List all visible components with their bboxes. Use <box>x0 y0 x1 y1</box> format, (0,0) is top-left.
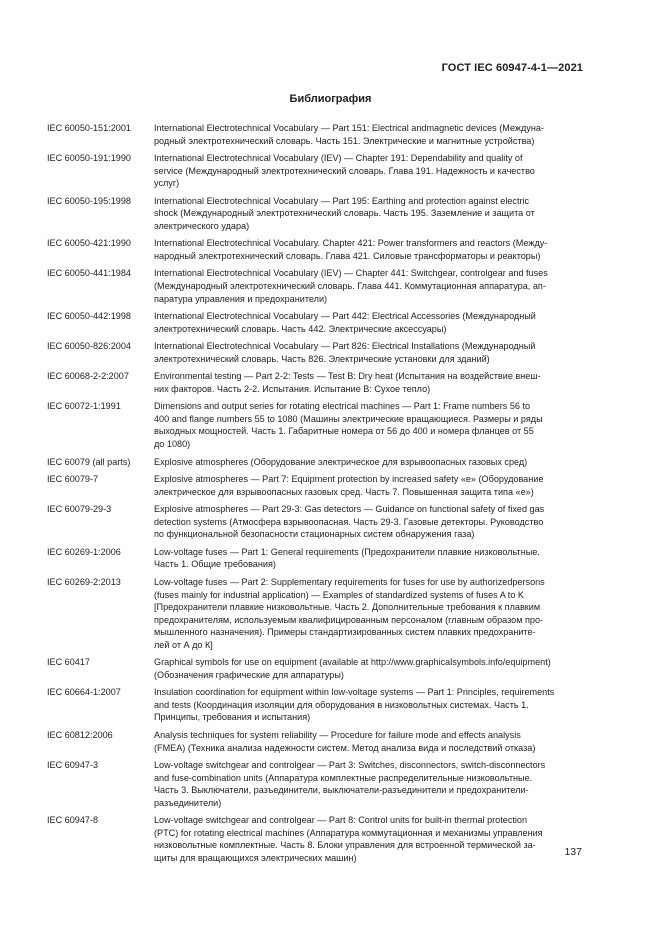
entry-description-line: Low-voltage fuses — Part 2: Supplementary requirements for fuses for use by authorizedpersons <box>154 576 545 587</box>
bibliography-entry <box>47 686 583 724</box>
bibliography-entry <box>47 340 583 365</box>
document-code-header: ГОСТ IEC 60947-4-1—2021 <box>441 62 583 74</box>
entry-standard-code: IEC 60812:2006 <box>47 729 113 740</box>
entry-description-line: Analysis techniques for system reliability — Procedure for failure mode and effects analysis <box>154 729 521 740</box>
entry-standard-code: IEC 60050-195:1998 <box>47 195 131 206</box>
bibliography-entry <box>47 122 583 147</box>
entry-standard-code: IEC 60068-2-2:2007 <box>47 371 129 382</box>
entry-standard-code: IEC 60664-1:2007 <box>47 687 121 698</box>
entry-description-line: International Electrotechnical Vocabulary — Part 826: Electrical Installations (Международный <box>154 341 536 352</box>
entry-standard-code: IEC 60050-441:1984 <box>47 268 131 279</box>
bibliography-entry <box>47 546 583 571</box>
entry-description-line: Часть 1. Общие требования) <box>154 559 276 570</box>
entry-description-line: detection systems (Атмосфера взрывоопасная. Часть 29-3. Газовые детекторы. Руководство <box>154 516 544 527</box>
entry-description-line: Low-voltage switchgear and controlgear — Part 8: Control units for built-in thermal protection <box>154 815 528 826</box>
entry-description <box>154 400 583 450</box>
entry-description <box>154 656 583 681</box>
entry-description <box>154 370 583 395</box>
entry-description-line: родный электротехнический словарь. Часть 151. Электрические и магнитные устройства) <box>154 135 535 146</box>
bibliography-entry <box>47 195 583 233</box>
entry-description-line: услуг) <box>154 178 180 189</box>
bibliography-entry <box>47 400 583 450</box>
entry-description-line: International Electrotechnical Vocabulary. Chapter 421: Power transformers and reactors (Между- <box>154 238 548 249</box>
entry-description-line: Low-voltage switchgear and controlgear — Part 3: Switches, disconnectors, switch-disconnectors <box>154 760 546 771</box>
bibliography-entry <box>47 814 583 864</box>
entry-description-line: них факторов. Часть 2-2. Испытания. Испытание B: Сухое тепло) <box>154 383 431 394</box>
entry-standard-code: IEC 60050-151:2001 <box>47 123 131 133</box>
entry-standard-code: IEC 60079-7 <box>47 474 99 485</box>
entry-description-line: предохранителям, используемым квалифицированным персоналом (главным образом про- <box>154 614 544 625</box>
page-number: 137 <box>564 846 582 858</box>
entry-description-line: электрического удара) <box>154 220 250 231</box>
entry-description-line: Low-voltage fuses — Part 1: General requirements (Предохранители плавкие низковольтные. <box>154 546 540 557</box>
entry-description <box>154 473 583 498</box>
bibliography-entry <box>47 503 583 541</box>
entry-standard-code: IEC 60947-3 <box>47 760 99 771</box>
entry-standard-code: IEC 60050-826:2004 <box>47 341 131 352</box>
entry-description-line: International Electrotechnical Vocabulary (IEV) — Chapter 191: Dependability and quality of <box>154 153 523 164</box>
bibliography-entry <box>47 237 583 262</box>
entry-description-line: and tests (Координация изоляции для оборудования в низковольтных системах. Часть 1. <box>154 699 529 710</box>
entry-standard-code: IEC 60050-191:1990 <box>47 153 131 164</box>
entry-standard-code: IEC 60079-29-3 <box>47 504 112 515</box>
entry-standard-code: IEC 60269-1:2006 <box>47 546 121 557</box>
entry-description-line: Environmental testing — Part 2-2: Tests — Test B: Dry heat (Испытания на воздействие внеш- <box>154 371 541 382</box>
entry-standard-code: IEC 60050-421:1990 <box>47 238 131 249</box>
entry-description-line: [Предохранители плавкие низковольтные. Часть 2. Дополнительные требования к плавким <box>154 602 541 613</box>
bibliography-entry <box>47 759 583 809</box>
entry-description <box>154 267 583 305</box>
entry-description <box>154 729 583 754</box>
entry-description <box>154 122 583 147</box>
entry-description-line: International Electrotechnical Vocabulary — Part 151: Electrical andmagnetic devices (Междуна- <box>154 123 544 133</box>
entry-description-line: Explosive atmospheres — Part 7: Equipment protection by increased safety «e» (Оборудование <box>154 474 544 485</box>
entry-description-line: Explosive atmospheres (Оборудование электрическое для взрывоопасных газовых сред) <box>154 456 528 467</box>
bibliography-entry <box>47 656 583 681</box>
entry-description <box>154 814 583 864</box>
entry-description-line: паратура управления и предохранители) <box>154 293 328 304</box>
entry-description-line: по функциональной безопасности стационарных систем обнаружения газа) <box>154 529 475 540</box>
entry-description <box>154 340 583 365</box>
entry-description <box>154 152 583 190</box>
bibliography-entry <box>47 267 583 305</box>
entry-description-line: электротехнический словарь. Часть 826. Электрические установки для зданий) <box>154 353 490 364</box>
entry-description-line: International Electrotechnical Vocabulary (IEV) — Chapter 441: Switchgear, controlgear and fuses <box>154 268 548 279</box>
entry-description-line: народный электротехнический словарь. Глава 421. Силовые трансформаторы и реакторы) <box>154 250 541 261</box>
entry-description-line: Graphical symbols for use on equipment (available at http://www.graphicalsymbols.info/equipment) <box>154 657 551 668</box>
bibliography-entry <box>47 576 583 651</box>
entry-description-line: shock (Международный электротехнический словарь. Часть 195. Заземление и защита от <box>154 208 535 219</box>
entry-description-line: выходных мощностей. Часть 1. Габаритные номера от 56 до 400 и номера фланцев от 55 <box>154 426 534 437</box>
entry-description-line: (FMEA) (Техника анализа надежности систем. Метод анализа вида и последствий отказа) <box>154 742 536 753</box>
entry-standard-code: IEC 60072-1:1991 <box>47 401 121 412</box>
entry-description <box>154 456 583 469</box>
entry-standard-code: IEC 60050-442:1998 <box>47 311 131 322</box>
entry-description-line: до 1080) <box>154 439 191 450</box>
entry-description <box>154 310 583 335</box>
entry-description-line: 400 and flange numbers 55 to 1080 (Машины электрические вращающиеся. Размеры и ряды <box>154 413 543 424</box>
entry-standard-code: IEC 60079 (all parts) <box>47 456 131 467</box>
entry-description-line: щиты для вращающихся электрических машин) <box>154 852 357 863</box>
bibliography-list <box>47 122 583 869</box>
entry-description-line: Dimensions and output series for rotating electrical machines — Part 1: Frame numbers 56 to <box>154 401 531 412</box>
entry-description-line: мышленного назначения). Примеры стандартизированных систем плавких предохраните- <box>154 627 536 638</box>
entry-description-line: and fuse-combination units (Аппаратура комплектные распределительные низковольтные. <box>154 772 533 783</box>
entry-description-line: International Electrotechnical Vocabulary — Part 195: Earthing and protection against electric <box>154 195 530 206</box>
bibliography-entry <box>47 729 583 754</box>
bibliography-entry <box>47 152 583 190</box>
entry-description-line: International Electrotechnical Vocabulary — Part 442: Electrical Accessories (Международный <box>154 311 536 322</box>
entry-description-line: Принципы, требования и испытания) <box>154 712 311 723</box>
entry-description-line: лей от А до К] <box>154 639 213 650</box>
entry-description <box>154 503 583 541</box>
bibliography-entry <box>47 370 583 395</box>
bibliography-title: Библиография <box>289 93 372 105</box>
entry-standard-code: IEC 60269-2:2013 <box>47 576 121 587</box>
bibliography-entry <box>47 473 583 498</box>
entry-description <box>154 759 583 809</box>
entry-description-line: (Международный электротехнический словарь. Глава 441. Коммутационная аппаратура, ап- <box>154 281 546 292</box>
entry-description-line: (PTC) for rotating electrical machines (Аппаратура коммутационная и механизмы управления <box>154 827 543 838</box>
entry-description-line: Часть 3. Выключатели, разъединители, выключатели-разъединители и предохранители- <box>154 785 529 796</box>
entry-description <box>154 686 583 724</box>
entry-description-line: низковольтные комплектные. Часть 8. Блоки управления для встроенной термической за- <box>154 840 536 851</box>
entry-description-line: Insulation coordination for equipment within low-voltage systems — Part 1: Principles, requirements <box>154 687 555 698</box>
entry-description-line: электрическое для взрывоопасных газовых сред. Часть 7. Повышенная защита типа «e») <box>154 486 534 497</box>
entry-description <box>154 546 583 571</box>
entry-description-line: service (Международный электротехнический словарь. Глава 191. Надежность и качество <box>154 165 535 176</box>
entry-description <box>154 576 583 651</box>
entry-description-line: (fuses mainly for industrial application) — Examples of standardized systems of fuses A to K <box>154 589 524 600</box>
entry-description-line: Explosive atmospheres — Part 29-3: Gas detectors — Guidance on functional safety of fixed gas <box>154 504 545 515</box>
bibliography-entry <box>47 310 583 335</box>
entry-description <box>154 237 583 262</box>
bibliography-entry <box>47 456 583 469</box>
entry-standard-code: IEC 60417 <box>47 657 90 668</box>
entry-description-line: электротехнический словарь. Часть 442. Электрические аксессуары) <box>154 323 447 334</box>
entry-description-line: разъединители) <box>154 797 222 808</box>
entry-description <box>154 195 583 233</box>
entry-standard-code: IEC 60947-8 <box>47 815 99 826</box>
entry-description-line: (Обозначения графические для аппаратуры) <box>154 669 344 680</box>
